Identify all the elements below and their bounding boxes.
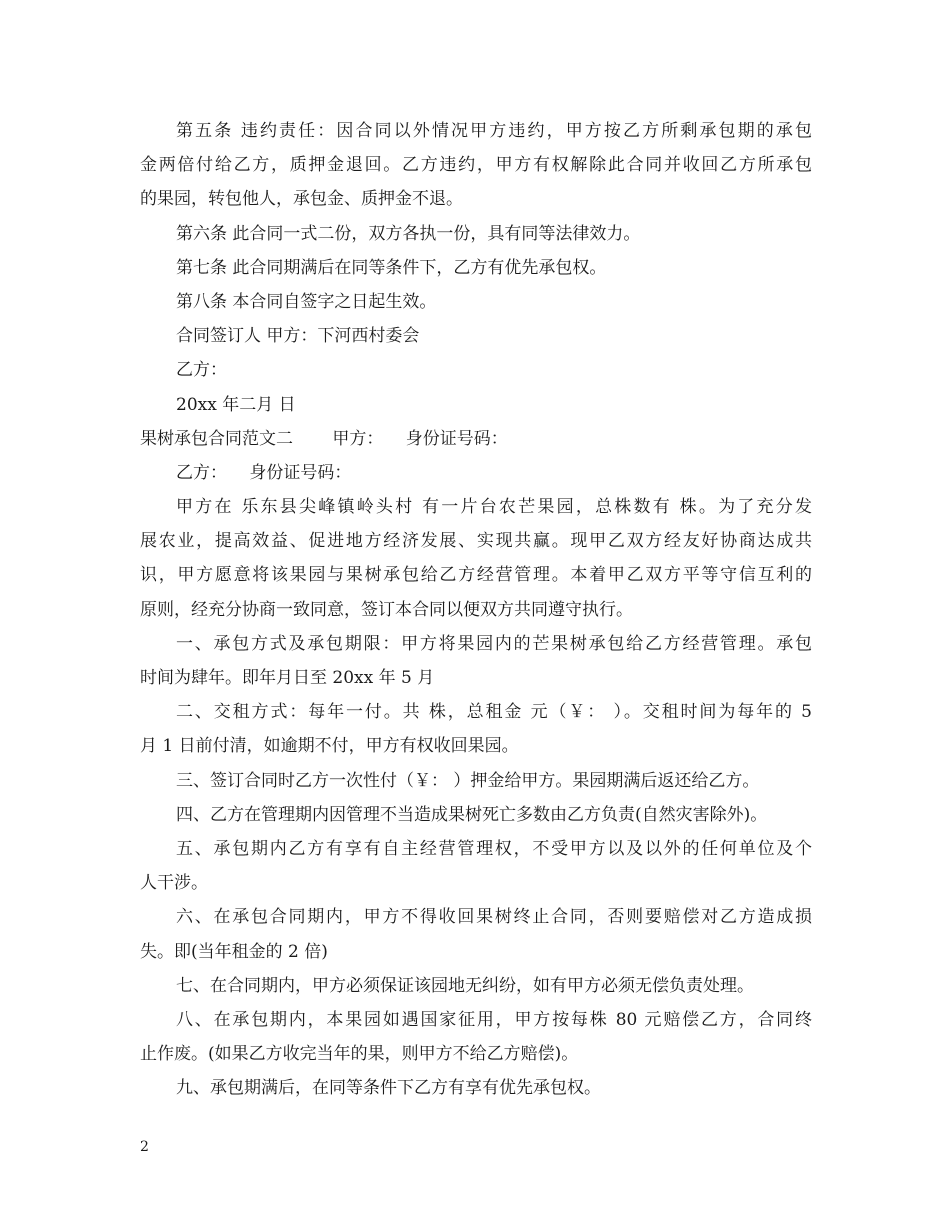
text-line: 止作废。(如果乙方收完当年的果，则甲方不给乙方赔偿)。 <box>140 1044 579 1065</box>
document-body <box>140 114 812 1105</box>
text-line: 20xx 年二月 日 <box>176 394 296 415</box>
text-line: 三、签订合同时乙方一次性付（￥： ）押金给甲方。果园期满后返还给乙方。 <box>176 770 760 791</box>
text-line: 第五条 违约责任：因合同以外情况甲方违约，甲方按乙方所剩承包期的承包 <box>176 121 812 141</box>
text-line: 第七条 此合同期满后在同等条件下，乙方有优先承包权。 <box>176 257 607 278</box>
text-line: 金两倍付给乙方，质押金退回。乙方违约，甲方有权解除此合同并收回乙方所承包 <box>140 155 812 176</box>
text-line: 展农业，提高效益、促进地方经济发展、实现共赢。现甲乙双方经友好协商达成共 <box>140 531 812 552</box>
text-line: 九、承包期满后，在同等条件下乙方有享有优先承包权。 <box>176 1078 601 1099</box>
text-line: 甲方在 乐东县尖峰镇岭头村 有一片台农芒果园，总株数有 株。为了充分发 <box>176 497 812 518</box>
text-line: 五、承包期内乙方有享有自主经营管理权，不受甲方以及以外的任何单位及个 <box>176 838 812 859</box>
text-line: 六、在承包合同期内，甲方不得收回果树终止合同，否则要赔偿对乙方造成损 <box>176 907 812 928</box>
text-line: 果树承包合同范文二 甲方： 身份证号码： <box>140 428 508 449</box>
page-number: 2 <box>140 1139 149 1155</box>
text-line: 识，甲方愿意将该果园与果树承包给乙方经营管理。本着甲乙双方平等守信互利的 <box>140 565 812 586</box>
text-line: 八、在承包期内，本果园如遇国家征用，甲方按每株 80 元赔偿乙方，合同终 <box>176 1009 812 1030</box>
text-line: 时间为肆年。即年月日至 20xx 年 5 月 <box>140 668 435 688</box>
text-line: 四、乙方在管理期内因管理不当造成果树死亡多数由乙方负责(自然灾害除外)。 <box>176 804 768 825</box>
text-line: 人干涉。 <box>140 873 208 894</box>
text-line: 一、承包方式及承包期限：甲方将果园内的芒果树承包给乙方经营管理。承包 <box>176 633 812 654</box>
text-line: 乙方： 身份证号码： <box>176 462 352 483</box>
text-line: 合同签订人 甲方：下河西村委会 <box>176 326 420 347</box>
text-line: 失。即(当年租金的 2 倍) <box>140 941 328 962</box>
text-line: 原则，经充分协商一致同意，签订本合同以便双方共同遵守执行。 <box>140 599 633 620</box>
text-line: 第八条 本合同自签字之日起生效。 <box>176 291 437 312</box>
text-line: 七、在合同期内，甲方必须保证该园地无纠纷，如有甲方必须无偿负责处理。 <box>176 975 754 996</box>
text-line: 的果园，转包他人，承包金、质押金不退。 <box>140 189 463 210</box>
text-line: 第六条 此合同一式二份，双方各执一份，具有同等法律效力。 <box>176 223 641 244</box>
text-line: 二、交租方式：每年一付。共 株，总租金 元（￥： ）。交租时间为每年的 5 <box>176 702 812 723</box>
text-line: 月 1 日前付清，如逾期不付，甲方有权收回果园。 <box>140 736 519 757</box>
text-line: 乙方： <box>176 360 227 381</box>
